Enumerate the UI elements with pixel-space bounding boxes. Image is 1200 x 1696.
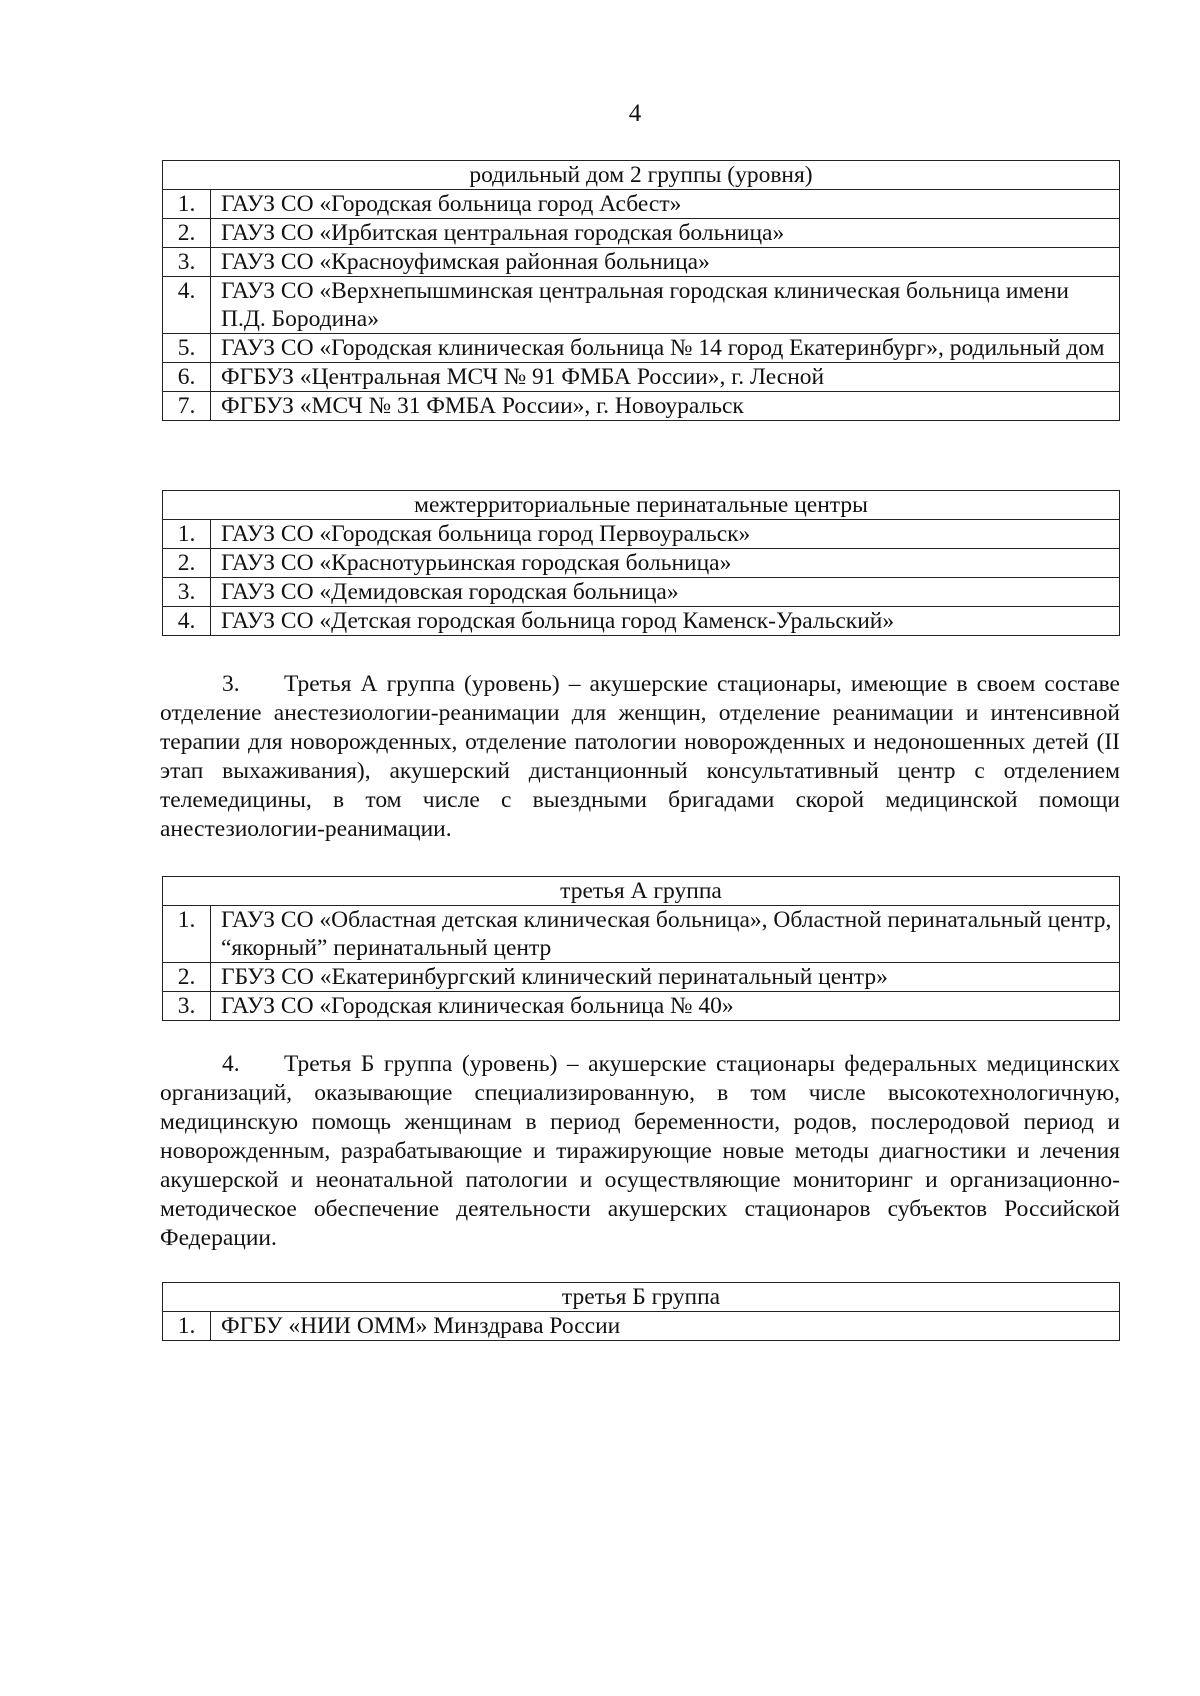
organization-name: ГАУЗ СО «Верхнепышминская центральная городская клиническая больница имени П.Д. Бородина» [211,277,1120,334]
paragraph-number: 3. [222,671,240,697]
organization-name: ГАУЗ СО «Детская городская больница город Каменск-Уральский» [211,607,1120,636]
row-number: 7. [163,392,211,421]
row-number: 2. [163,963,211,992]
row-number: 2. [163,549,211,578]
row-number: 2. [163,219,211,248]
organization-name: ФГБУЗ «Центральная МСЧ № 91 ФМБА России», г. Лесной [211,363,1120,392]
paragraph-text: Третья Б группа (уровень) – акушерские стационары федеральных медицинских организаций, оказывающие специализированную, в том числе высокотехнологичную, медицинскую помощь женщинам в период беременности, родов, послеродовой период и новорожденным, разрабатывающие и тиражирующие новые методы диагностики и лечения акушерской и неонатальной патологии и осуществляющие мониторинг и организационно-методическое обеспечение деятельности акушерских стационаров субъектов Российской Федерации. [160,1051,1120,1251]
table-row [163,520,1120,549]
row-number: 6. [163,363,211,392]
table-row [163,963,1120,992]
table-row [163,607,1120,636]
table-row [163,277,1120,334]
organization-name: ГАУЗ СО «Городская больница город Первоуральск» [211,520,1120,549]
row-number: 4. [163,277,211,334]
organization-name: ГАУЗ СО «Городская клиническая больница № 40» [211,992,1120,1021]
organization-name: ГАУЗ СО «Демидовская городская больница» [211,578,1120,607]
organization-name: ГАУЗ СО «Областная детская клиническая больница», Областной перинатальный центр, “якорный” перинатальный центр [211,906,1120,963]
row-number: 3. [163,248,211,277]
table-row [163,906,1120,963]
table-title: межтерриториальные перинатальные центры [163,491,1120,520]
page-number: 4 [628,100,642,127]
table-title-row [163,161,1120,190]
paragraph-4 [160,1050,1120,1253]
third-b-group-table [162,1282,1120,1341]
row-number: 1. [163,906,211,963]
organization-name: ГАУЗ СО «Городская клиническая больница № 14 город Екатеринбург», родильный дом [211,334,1120,363]
paragraph-text: Третья А группа (уровень) – акушерские стационары, имеющие в своем составе отделение анестезиологии-реанимации для женщин, отделение реанимации и интенсивной терапии для новорожденных, отделение патологии новорожденных и недоношенных детей (II этап выхаживания), акушерский дистанционный консультативный центр с отделением телемедицины, в том числе с выездными бригадами скорой медицинской помощи анестезиологии-реанимации. [160,671,1120,842]
table-title: родильный дом 2 группы (уровня) [163,161,1120,190]
paragraph-number: 4. [222,1051,240,1077]
table-row [163,1312,1120,1341]
organization-name: ГАУЗ СО «Красноуфимская районная больница» [211,248,1120,277]
row-number: 1. [163,1312,211,1341]
organization-name: ГАУЗ СО «Ирбитская центральная городская больница» [211,219,1120,248]
paragraph-3 [160,670,1120,844]
row-number: 1. [163,190,211,219]
row-number: 3. [163,578,211,607]
table-row [163,992,1120,1021]
table-row [163,549,1120,578]
organization-name: ФГБУ «НИИ ОММ» Минздрава России [211,1312,1120,1341]
table-title-row [163,491,1120,520]
row-number: 1. [163,520,211,549]
table-row [163,363,1120,392]
organization-name: ГАУЗ СО «Краснотурьинская городская больница» [211,549,1120,578]
table-row [163,578,1120,607]
table-row [163,334,1120,363]
row-number: 4. [163,607,211,636]
organization-name: ГАУЗ СО «Городская больница город Асбест» [211,190,1120,219]
interterritorial-perinatal-table [162,490,1120,636]
row-number: 3. [163,992,211,1021]
table-title-row [163,1283,1120,1312]
organization-name: ФГБУЗ «МСЧ № 31 ФМБА России», г. Новоуральск [211,392,1120,421]
row-number: 5. [163,334,211,363]
maternity-level-2-table [162,160,1120,421]
table-title-row [163,877,1120,906]
table-title: третья А группа [163,877,1120,906]
organization-name: ГБУЗ СО «Екатеринбургский клинический перинатальный центр» [211,963,1120,992]
table-row [163,392,1120,421]
table-row [163,248,1120,277]
table-title: третья Б группа [163,1283,1120,1312]
table-row [163,190,1120,219]
third-a-group-table [162,876,1120,1021]
table-row [163,219,1120,248]
